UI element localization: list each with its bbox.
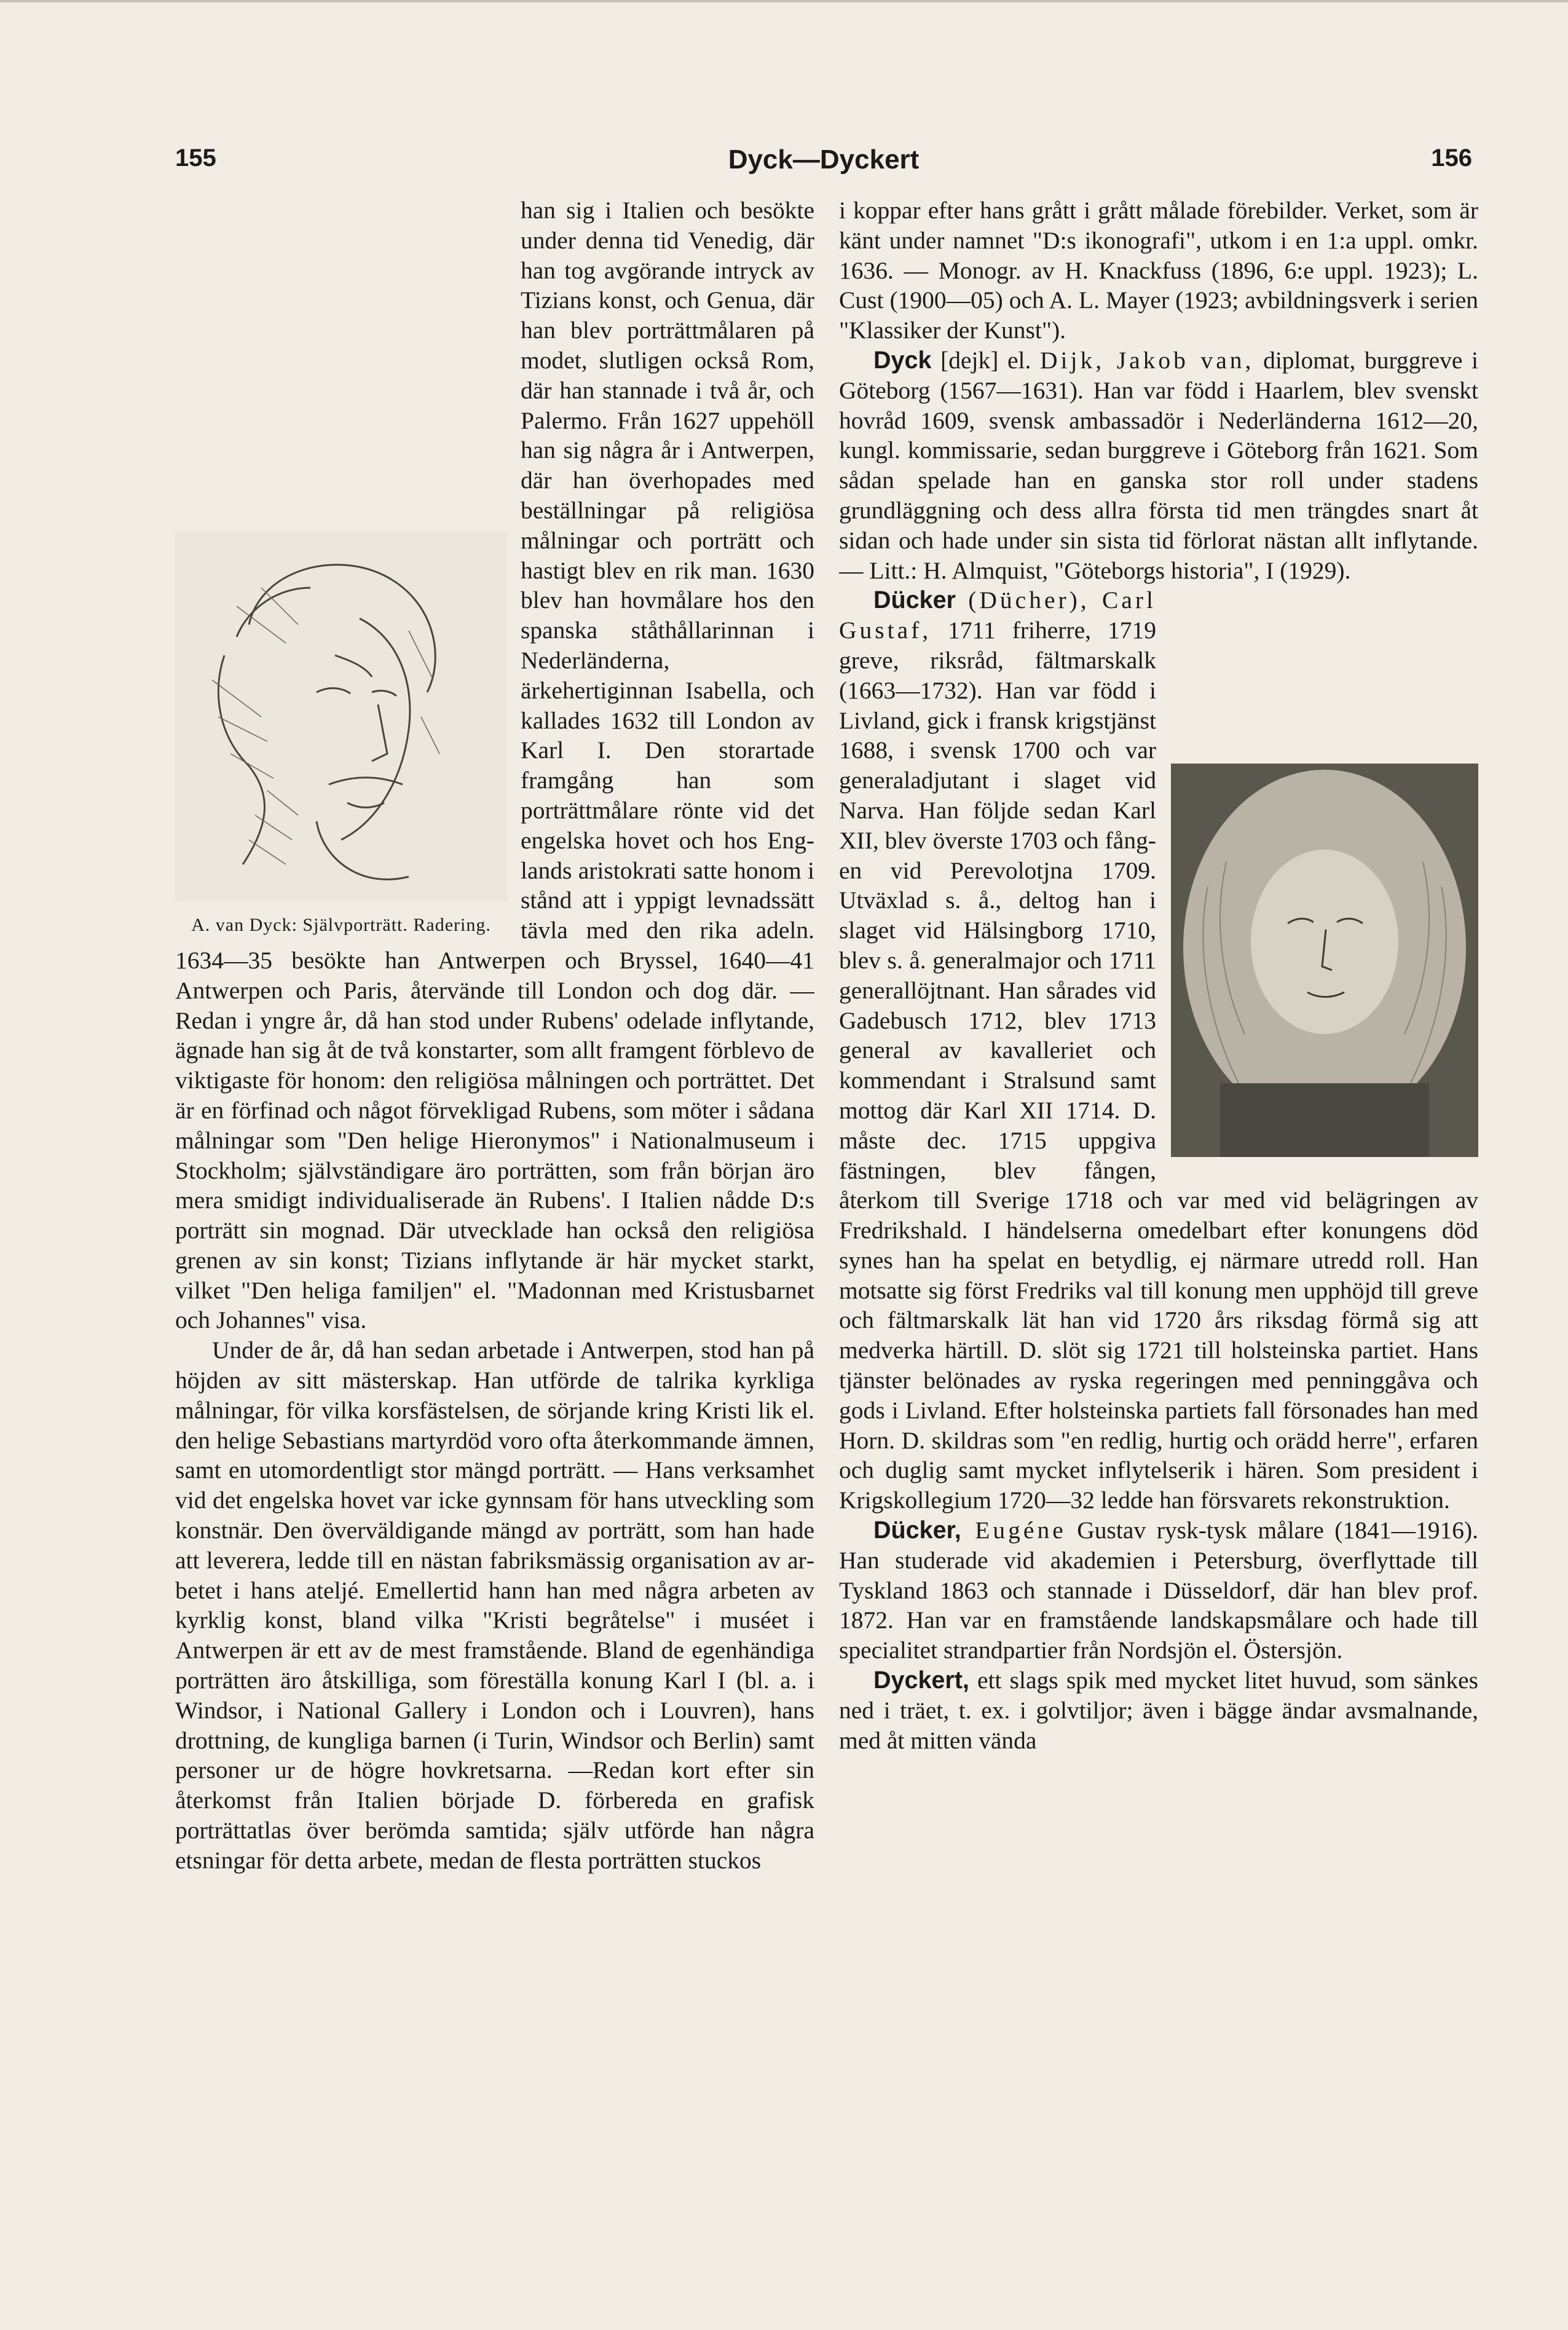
entry-name: Eugéne bbox=[961, 1517, 1066, 1544]
left-column bbox=[175, 195, 814, 2304]
entry-text: diplomat, burggreve i Göteborg (1567—1631). Han var född i Haarlem, blev svenskt hovråd 1609, svensk ambassadör i Nederländerna 1612—20, kungl. kommissarie, sedan burggreve i Göteborg från 1621. Som sådan spelade han en ganska stor roll under stadens grundläggning och dess allra första tid men trängdes snart åt sidan och hade under sin sista tid förlorat nästan allt inflytande. — Litt.: H. Almquist, "Göteborgs historia", I (1929). bbox=[839, 346, 1478, 584]
left-paragraph-1: han sig i Italien och besökte under denna tid Venedig, där han tog avgörande intryck av Tizians konst, och Genua, där han blev porträttmålaren på modet, slutligen också Rom, där han stannade i två år, och Palermo. Från 1627 uppehöll han sig några år i Antwerpen, där han överhopades med beställningar på religiösa målningar och porträtt och hastigt blev en rik man. 1630 blev han hovmålare hos den spanska ståthållarinnan i Nederländerna, ärkehertiginnan Isabella, och kallades 1632 till London av Karl I. Den storartade framgång han som porträttmålare rönte vid det engelska hovet och hos Englands aristokrati satte honom i stånd att i yppigt levnadssätt tävla med den rika adeln. 1634—35 besökte han Antwerpen och Bryssel, 1640—41 Antwerpen och Paris, återvände till London och dog där. — Redan i yngre år, då han stod under Rubens' odelade inflytande, ägnade han sig åt de två konstarter, som allt framgent förblevo de viktigaste för honom: den religiösa målningen och porträttet. Det är en förfinad och något förvekligad Rubens, som möter i sådana målningar som "Den helige Hieronymos" i Nationalmuseum i Stockholm; självständigare äro porträtten, som från början äro mera smidigt individualiserade än Rubens'. I Italien nådde D:s porträtt sin mognad. Där utvecklade han också den religiösa grenen av sin konst; Tizians inflytande är här mycket starkt, vilket "Den heliga familjen" el. "Madonnan med Kristusbarnet och Johannes" visa. bbox=[175, 197, 814, 1334]
entry-text: 1711 friherre, 1719 greve, riksråd, fältmarskalk (1663—1732). Han var född i Livland, gick i fransk krigstjänst 1688, i svensk 1700 och var generaladjutant i slaget vid Narva. Han följde sedan Karl XII, blev överste 1703 och fången vid Perevolotjna 1709. Utväxlad s. å., deltog han i slaget vid Hälsingborg 1710, blev s. å. generalmajor och 1711 generallöjtnant. Han sårades vid Gadebusch 1712, blev 1713 general av kavalleriet och kommendant i Stralsund samt mottog där Karl XII 1714. D. måste dec. 1715 uppgiva fästningen, blev fången, återkom till Sverige 1718 och var med vid belägringen av Fredrikshald. I händelserna omedelbart efter konungens död synes han ha spelat en betydlig, ej närmare utredd roll. Han motsatte sig först Fredriks val till konung men upphöjd till greve och fältmarskalk lät han vid 1720 års riksdag förmå sig att medverka härtill. D. slöt sig 1721 till holsteinska partiet. Hans tjänster belönades av ryska regeringen med penninggåva och gods i Livland. Efter holsteinska partiets fall försonades han med Horn. D. skildras som "en redlig, hurtig och orädd herre", erfaren och duglig samt mycket inflytelserik i hären. Som president i Krigskollegium 1720—32 ledde han försvarets rekonstruktion. bbox=[839, 617, 1478, 1514]
entry-headword: Dücker bbox=[873, 586, 956, 614]
entry-alt-name: (Dücher), bbox=[955, 586, 1102, 614]
entry-text: Gustav rysk-tysk målare (1841—1916). Han studerade vid akademien i Petersburg, överflyttade till Tyskland 1863 och stannade i Düsseldorf, där han blev prof. 1872. Han var en framstående landskapsmålare och hade till specialitet strandpartier från Nordsjön el. Östersjön. bbox=[839, 1517, 1478, 1664]
entry-headword: Dücker, bbox=[873, 1517, 961, 1544]
entry-headword: Dyck bbox=[873, 346, 932, 374]
right-column bbox=[839, 195, 1478, 2304]
van-dyck-figure bbox=[175, 532, 507, 936]
ducker-portrait-image bbox=[1171, 764, 1478, 1157]
entry-dyckert bbox=[839, 1665, 1478, 1755]
entry-name: Dijk, Jakob van, bbox=[1040, 346, 1255, 374]
left-paragraph-2: Under de år, då han sedan arbetade i Antwerpen, stod han på höjden av sitt mästerskap. Han utförde de talrika kyrkliga målningar, för vilka korsfästelsen, de sörjande kring Kristi lik el. den helige Sebastians martyrdöd voro ofta återkommande ämnen, samt en utomordentligt stor mängd porträtt. — Hans verksamhet vid det engelska hovet var icke gynnsam för hans utveckling som konstnär. Den överväldigande mängd av porträtt, som han hade att leverera, ledde till en nästan fabriksmässig organisation av arbetet i hans ateljé. Emellertid hann han med några arbeten av kyrklig konst, bland vilka "Kristi begråtelse" i muséet i Antwerpen är ett av de mest framstående. Bland de egenhändiga porträtten äro åtskilliga, som föreställa konung Karl I (bl. a. i Windsor, i National Gallery i London och i Louvren), hans drottning, de kungliga barnen (i Turin, Windsor och Berlin) samt personer ur de högre hovkretsarna. —Redan kort efter sin återkomst från Italien började D. förbereda en grafisk porträttatlas över berömda samtida; själv utförde han några etsningar för detta arbete, medan de flesta porträtten stuckos bbox=[175, 1337, 814, 1874]
page-number-right: 156 bbox=[1431, 144, 1472, 172]
top-edge bbox=[0, 0, 1568, 2]
van-dyck-caption: A. van Dyck: Självporträtt. Radering. bbox=[191, 914, 491, 935]
page-header bbox=[175, 144, 1472, 188]
entry-dyck-jakob bbox=[839, 346, 1478, 585]
entry-name: Carl Gustaf, bbox=[839, 586, 1156, 644]
page-number-left: 155 bbox=[175, 144, 216, 172]
entry-headword: Dyckert, bbox=[873, 1667, 969, 1694]
running-head: Dyck—Dyckert bbox=[728, 144, 920, 175]
van-dyck-portrait-image bbox=[175, 532, 507, 901]
entry-text: ett slags spik med mycket litet huvud, som sänkes ned i träet, t. ex. i golvtiljor; även i bägge ändar avsmalnande, med åt mitten vända bbox=[839, 1667, 1478, 1754]
entry-ducker-eugene bbox=[839, 1515, 1478, 1665]
right-continuation: i koppar efter hans grått i grått målade förebilder. Verket, som är känt under namnet "D:s ikonografi", utkom i en 1:a uppl. omkr. 1636. — Monogr. av H. Knackfuss (1896, 6:e uppl. 1923); L. Cust (1900—05) och A. L. Mayer (1923; avbildningsverk i serien "Klassiker der Kunst"). bbox=[839, 197, 1478, 344]
ducker-figure bbox=[1171, 764, 1478, 1164]
entry-pronunciation: [dejk] el. bbox=[931, 346, 1041, 374]
